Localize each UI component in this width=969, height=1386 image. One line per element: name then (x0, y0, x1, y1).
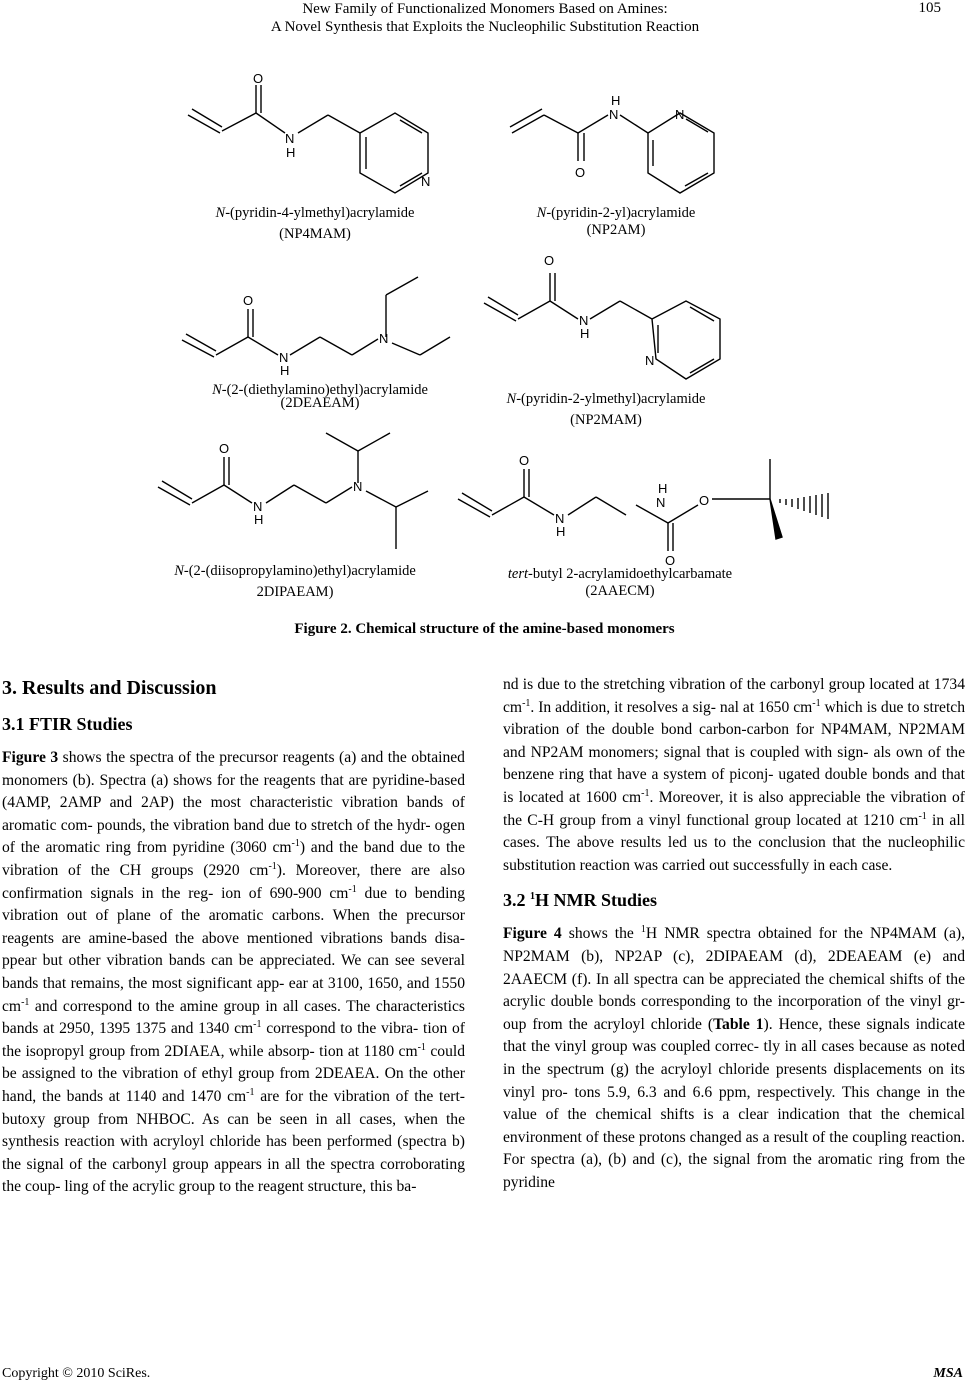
atom-n: N (353, 479, 363, 494)
atom-h: H (658, 481, 668, 496)
atom-h: H (556, 524, 566, 539)
page-number: 105 (918, 0, 941, 16)
molecule-6-name: -butyl 2-acrylamidoethylcarbamate (528, 566, 733, 582)
molecule-2aaecm-structure (458, 459, 828, 551)
nmr-paragraph: Figure 4 shows the $^1$H NMR spectra obtained for the NP4MAM (a), NP2MAM (b), NP2AP (c), 2DIPAEAM (d), 2DEAEAM (e) and 2AAECM (f). In all spectra can be appreciated the chemical shifts of the acrylic double bonds corresponding to the incorporation of the vinyl gr- oup from the acryloyl chloride (Table 1). Hence, these signals indicate that the vinyl group was coupled correc- tly in all cases because as noted in the spectrum (g) the acryloyl chloride presents displacements on its vinyl pro- tons 5.9, 6.3 and 6.6 ppm, respectively. This change in the value of the chemical shifts is a clear indication that the chemical environment of these protons changed as a result of the coupling reaction. For spectra (a), (b) and (c), the signal from the aromatic ring from the pyridine (503, 924, 966, 1191)
atom-o: O (519, 453, 530, 468)
figure-2 (150, 55, 850, 615)
molecule-5-abbr: 2DIPAEAM) (256, 584, 334, 600)
atom-o: O (575, 165, 586, 180)
molecule-5-label (150, 563, 440, 601)
molecule-2-label (486, 205, 746, 239)
molecule-4-prefix: N (506, 391, 517, 407)
atom-o: O (243, 293, 254, 308)
molecule-2-name: -(pyridin-2-yl)acrylamide (546, 205, 696, 221)
atom-h: H (286, 145, 296, 160)
subsection-title-nmr: 3.2 $^1$H NMR Studies (503, 890, 658, 911)
section-title: 3. Results and Discussion (2, 677, 217, 699)
atom-o: O (665, 553, 676, 568)
molecule-6-label (490, 566, 750, 600)
ftir-paragraph: Figure 3 shows the spectra of the precursor reagents (a) and the obtained monomers (b). Spectra (a) shows for the reagents that are pyridine-based (4AMP, 2AMP and 2AP) the most characteristic vibration bands of aromatic com- pounds, the vibration band due to stretch of the hydr- ogen of the aromatic ring from pyridine (3060 $cm^{-1}$) and the band due to the vibration of the CH groups (2920 $cm^{-1}$). Moreover, there are also confirmation signals in the reg- ion of 690-900 $cm^{-1}$ due to bending vibration out of plane of the aromatic carbons. When the precursor reagents are amine-based the above mentioned vibrations bands disa- ppear but other vibration bands can be appreciated. We can see several bands that remains, the most significant app- ear at 3100, 1650, and 1550 $cm^{-1}$ and correspond to the amine group in all cases. The characteristics bands at 2950, 1395 1375 and 1340 $cm^{-1}$ correspond to the vibra- tion of the isopropyl group from 2DIAEA, while absorp- tion at 1180 $cm^{-1}$ could be assigned to the vibration of ethyl group from 2DEAEA. On the other hand, the bands at 1140 and 1470 $cm^{-1}$ are for the vibration of the tert- butoxy group from NHBOC. As can be seen in all cases, when the synthesis reaction with acryloyl chloride has been performed (spectra b) the signal of the carbonyl group appears in all the spectra corroborating the coup- ling of the acrylic group to the reagent structure, this ba- (2, 749, 466, 1196)
atom-n: N (285, 131, 295, 146)
figure-3-ref: Figure 3 (2, 749, 59, 766)
molecule-1-abbr: (NP4MAM) (279, 226, 351, 242)
atom-n: N (253, 499, 263, 514)
atom-n: N (645, 353, 655, 368)
atom-n: N (609, 107, 619, 122)
subsection-title-ftir: 3.1 FTIR Studies (2, 714, 133, 734)
atom-h: H (580, 326, 590, 341)
molecule-4-name: -(pyridin-2-ylmethyl)acrylamide (516, 391, 706, 407)
atom-o: O (219, 441, 230, 456)
molecule-1-label (175, 205, 455, 243)
atom-n: N (379, 331, 389, 346)
molecule-np2mam-structure (484, 273, 720, 379)
molecule-3-prefix: N (212, 382, 222, 398)
molecule-2-prefix: N (536, 205, 547, 221)
molecule-3-label (185, 382, 455, 412)
header-title-line2: A Novel Synthesis that Exploits the Nucleophilic Substitution Reaction (270, 19, 700, 35)
atom-n: N (656, 495, 666, 510)
atom-h: H (254, 512, 264, 527)
footer-copyright: Copyright © 2010 SciRes. (2, 1366, 151, 1381)
right-column (503, 674, 965, 1194)
atom-n: N (555, 511, 565, 526)
atom-o: O (253, 71, 264, 86)
atom-o: O (544, 253, 555, 268)
molecule-2-abbr: (NP2AM) (586, 222, 646, 238)
molecule-np4mam-structure (188, 85, 431, 193)
header-title-line1: New Family of Functionalized Monomers Based on Amines: (302, 1, 668, 17)
atom-n: N (579, 313, 589, 328)
molecule-4-abbr: (NP2MAM) (570, 412, 642, 428)
ftir-paragraph-continued: nd is due to the stretching vibration of the carbonyl group located at 1734 $cm^{-1}$. In addition, it resolves a sig- nal at 1650 $cm^{-1}$ which is due to stretch vibration of the double bond carbon-carbon for NP4MAM, NP2MAM and NP2AM monomers; signal that is coupled with sign- als own of the benzene ring that have a system of piconj- ugated double bonds and that is located at 1600 $cm^{-1}$. Moreover, it is also appreciable the vibration of the C-H group from a vinyl functional group located at 1210 $cm^{-1}$ in all cases. The above results led us to the conclusion that the nucleophilic substitution reaction was carried out successfully in each case. (503, 676, 965, 874)
atom-n: N (279, 350, 289, 365)
molecule-4-label (476, 391, 736, 429)
footer-journal: MSA (933, 1366, 963, 1381)
molecule-6-prefix: tert (507, 566, 528, 582)
figure-caption: Figure 2. Chemical structure of the amine-based monomers (294, 621, 675, 637)
molecule-1-prefix: N (215, 205, 226, 221)
molecule-5-prefix: N (174, 563, 184, 579)
molecule-1-name: -(pyridin-4-ylmethyl)acrylamide (225, 205, 415, 221)
molecule-2dipaeam-structure (158, 433, 428, 549)
molecule-2deaeam-structure (182, 277, 450, 357)
atom-n: N (675, 107, 685, 122)
chemical-structures-drawing (150, 55, 850, 615)
atom-o: O (699, 493, 710, 508)
atom-n: N (421, 174, 431, 189)
table-1-ref: Table 1 (713, 1015, 764, 1033)
left-column (2, 674, 465, 1199)
molecule-3-abbr: (2DEAEAM) (280, 395, 360, 411)
atom-h: H (611, 93, 621, 108)
running-header (140, 0, 830, 36)
molecule-6-abbr: (2AAECM) (585, 583, 655, 599)
molecule-3-name: -(2-(diethylamino)ethyl)acrylamide (221, 382, 428, 398)
atom-h: H (280, 363, 290, 378)
figure-4-ref: Figure 4 (503, 925, 562, 943)
molecule-5-name: -(2-(diisopropylamino)ethyl)acrylamide (183, 563, 416, 579)
